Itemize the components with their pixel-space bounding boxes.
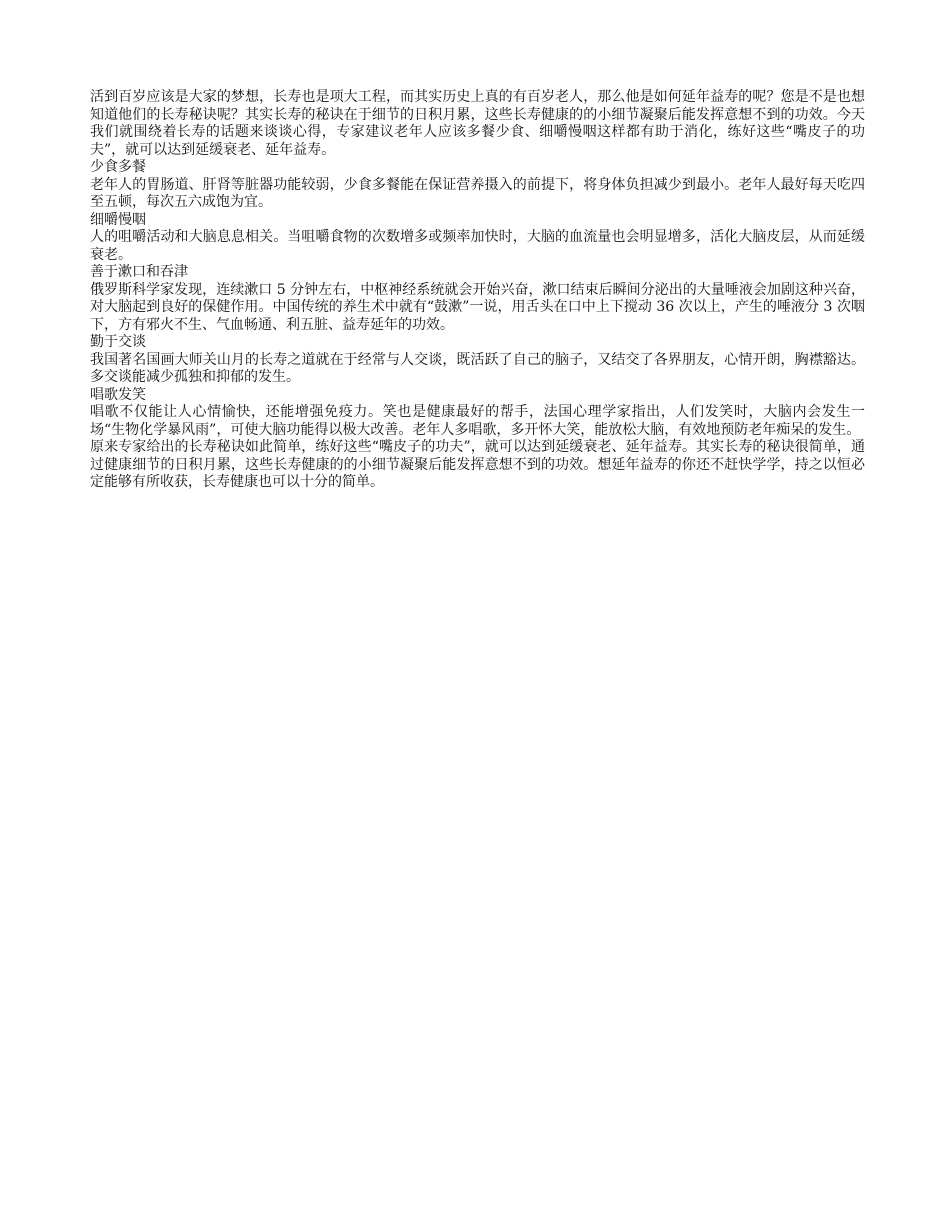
section-heading-chew-slowly: 细嚼慢咽 — [90, 211, 146, 228]
section-body-sing-laugh: 唱歌不仅能让人心情愉快，还能增强免疫力。笑也是健康最好的帮手，法国心理学家指出，人们发笑时，大脑内会发生一场“生物化学暴风雨”，可使大脑功能得以极大改善。老年人多唱歌，多开怀大笑，能放松大脑，有效地预防老年痴呆的发生。 — [90, 404, 865, 438]
section-body-chew-slowly: 人的咀嚼活动和大脑息息相关。当咀嚼食物的次数增多或频率加快时，大脑的血流量也会明显增多，活化大脑皮层，从而延缓衰老。 — [90, 229, 865, 263]
conclusion-paragraph: 原来专家给出的长寿秘诀如此简单，练好这些“嘴皮子的功夫”，就可以达到延缓衰老、延年益寿。其实长寿的秘诀很简单，通过健康细节的日积月累，这些长寿健康的的小细节凝聚后能发挥意想不到的功效。想延年益寿的你还不赶快学学，持之以恒必定能够有所收获，长寿健康也可以十分的简单。 — [90, 439, 865, 490]
section-body-eat-less: 老年人的胃肠道、肝肾等脏器功能较弱，少食多餐能在保证营养摄入的前提下，将身体负担减少到最小。老年人最好每天吃四至五顿，每次五六成饱为宜。 — [90, 176, 865, 210]
article — [90, 89, 865, 492]
section-heading-eat-less: 少食多餐 — [90, 159, 146, 175]
section-heading-sing-laugh: 唱歌发笑 — [90, 386, 146, 403]
section-body-rinse-mouth: 俄罗斯科学家发现，连续漱口 5 分钟左右，中枢神经系统就会开始兴奋，漱口结束后瞬间分泌出的大量唾液会加剧这种兴奋，对大脑起到良好的保健作用。中国传统的养生术中就有“鼓漱”一说，用舌头在口中上下搅动 36 次以上，产生的唾液分 3 次咽下，方有邪火不生、气血畅通、利五脏、益寿延年的功效。 — [90, 281, 865, 333]
section-body-conversation: 我国著名国画大师关山月的长寿之道就在于经常与人交谈，既活跃了自己的脑子，又结交了各界朋友，心情开朗，胸襟豁达。多交谈能减少孤独和抑郁的发生。 — [90, 351, 865, 385]
section-heading-rinse-mouth: 善于漱口和吞津 — [90, 264, 188, 280]
intro-paragraph: 活到百岁应该是大家的梦想，长寿也是项大工程，而其实历史上真的有百岁老人，那么他是如何延年益寿的呢？您是不是也想知道他们的长寿秘诀呢？其实长寿的秘诀在于细节的日积月累，这些长寿健康的的小细节凝聚后能发挥意想不到的功效。今天我们就围绕着长寿的话题来谈谈心得，专家建议老年人应该多餐少食、细嚼慢咽这样都有助于消化，练好这些“嘴皮子的功夫”，就可以达到延缓衰老、延年益寿。 — [90, 89, 865, 158]
section-heading-conversation: 勤于交谈 — [90, 334, 146, 350]
